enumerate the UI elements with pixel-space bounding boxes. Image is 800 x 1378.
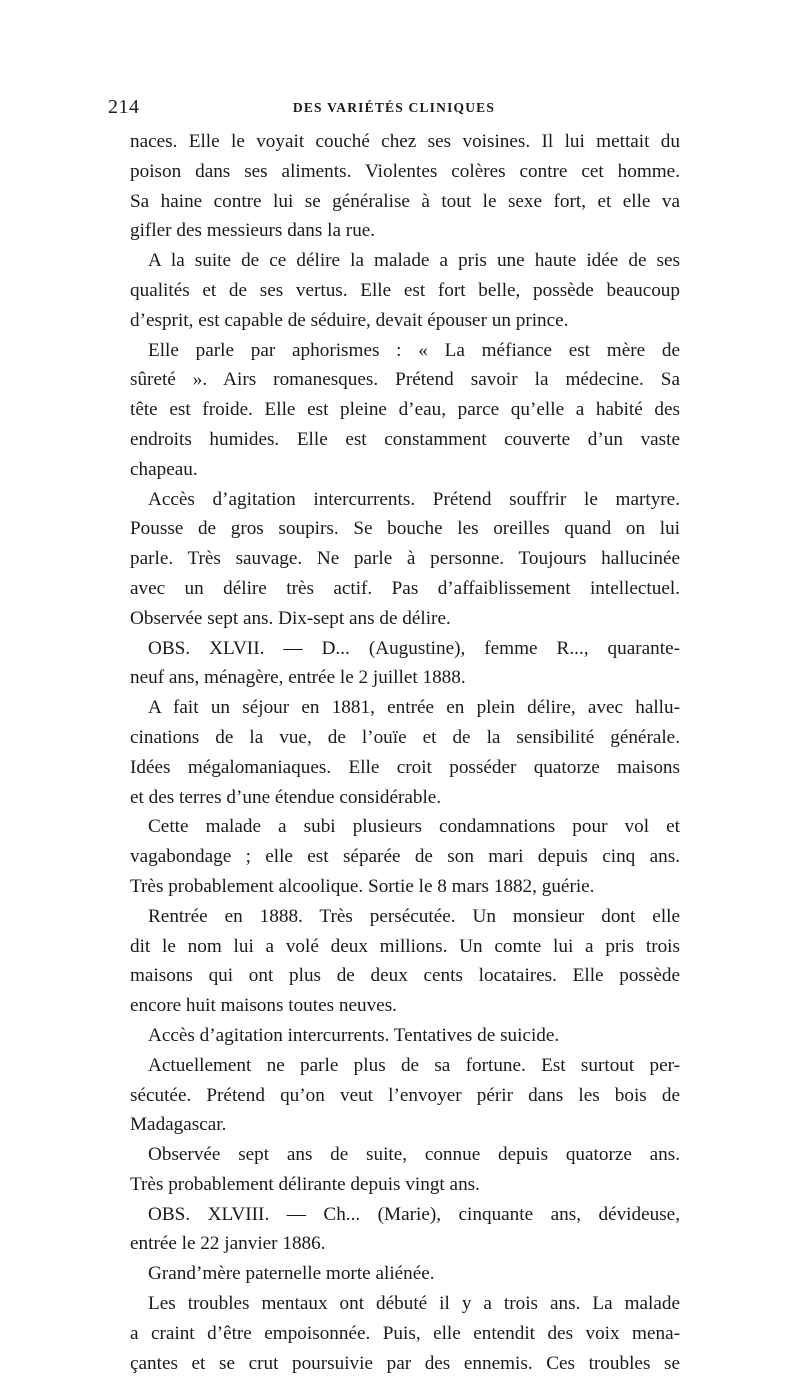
text-line: Accès d’agitation intercurrents. Prétend souffrir le martyre. [148,488,680,510]
text-line: sûreté ». Airs romanesques. Prétend savoir la médecine. Sa [130,369,680,391]
text-line: Idées mégalomaniaques. Elle croit posséder quatorze maisons [130,756,680,778]
text-line: tête est froide. Elle est pleine d’eau, parce qu’elle a habité des [130,399,680,421]
text-line: Les troubles mentaux ont débuté il y a trois ans. La malade [148,1293,680,1315]
text-line: a craint d’être empoisonnée. Puis, elle entendit des voix mena- [130,1322,680,1344]
text-line: Rentrée en 1888. Très persécutée. Un monsieur dont elle [148,905,680,927]
observation-heading-line: OBS. XLVII. — D... (Augustine), femme R..., quarante- [148,637,680,659]
text-line: et des terres d’une étendue considérable. [130,786,442,808]
text-line: sécutée. Prétend qu’on veut l’envoyer périr dans les bois de [130,1084,680,1106]
text-line: A la suite de ce délire la malade a pris une haute idée de ses [148,250,680,272]
text-line: çantes et se crut poursuivie par des ennemis. Ces troubles se [130,1352,680,1374]
running-title: DES VARIÉTÉS CLINIQUES [292,100,496,115]
text-line: Madagascar. [130,1114,227,1136]
body-text [130,127,680,1378]
text-line: gifler des messieurs dans la rue. [130,220,376,242]
page-header [108,96,680,126]
text-line: Très probablement délirante depuis vingt ans. [130,1173,480,1195]
text-line: Cette malade a subi plusieurs condamnations pour vol et [148,816,680,838]
text-line: A fait un séjour en 1881, entrée en plein délire, avec hallu- [148,697,680,719]
page-number: 214 [108,96,140,118]
text-line: Accès d’agitation intercurrents. Tentatives de suicide. [148,1024,560,1046]
text-line: entrée le 22 janvier 1886. [130,1233,326,1255]
text-line: cinations de la vue, de l’ouïe et de la sensibilité générale. [130,726,680,748]
text-line: poison dans ses aliments. Violentes colères contre cet homme. [130,160,680,182]
text-line: parle. Très sauvage. Ne parle à personne. Toujours hallucinée [130,548,680,570]
text-line: dit le nom lui a volé deux millions. Un comte lui a pris trois [130,935,680,957]
text-line: Sa haine contre lui se généralise à tout le sexe fort, et elle va [130,190,680,212]
text-line: naces. Elle le voyait couché chez ses voisines. Il lui mettait du [130,131,680,152]
text-line: endroits humides. Elle est constamment couverte d’un vaste [130,428,680,450]
text-line: Grand’mère paternelle morte aliénée. [148,1263,435,1285]
text-line: Observée sept ans. Dix-sept ans de délire. [130,607,451,629]
text-line: Actuellement ne parle plus de sa fortune. Est surtout per- [148,1054,680,1076]
text-line: Très probablement alcoolique. Sortie le 8 mars 1882, guérie. [130,875,595,897]
text-line: vagabondage ; elle est séparée de son mari depuis cinq ans. [130,846,680,868]
text-line: avec un délire très actif. Pas d’affaiblissement intellectuel. [130,577,680,599]
text-line: d’esprit, est capable de séduire, devait épouser un prince. [130,309,569,331]
observation-heading-line: OBS. XLVIII. — Ch... (Marie), cinquante ans, dévideuse, [148,1203,680,1225]
text-line: Elle parle par aphorismes : « La méfiance est mère de [148,339,680,361]
text-line: neuf ans, ménagère, entrée le 2 juillet 1888. [130,667,466,689]
text-line: Observée sept ans de suite, connue depuis quatorze ans. [148,1144,680,1166]
text-line: encore huit maisons toutes neuves. [130,995,397,1017]
text-line: qualités et de ses vertus. Elle est fort belle, possède beaucoup [130,279,680,301]
text-line: Pousse de gros soupirs. Se bouche les oreilles quand on lui [130,518,680,540]
text-line: maisons qui ont plus de deux cents locataires. Elle possède [130,965,680,987]
text-line: chapeau. [130,458,198,480]
